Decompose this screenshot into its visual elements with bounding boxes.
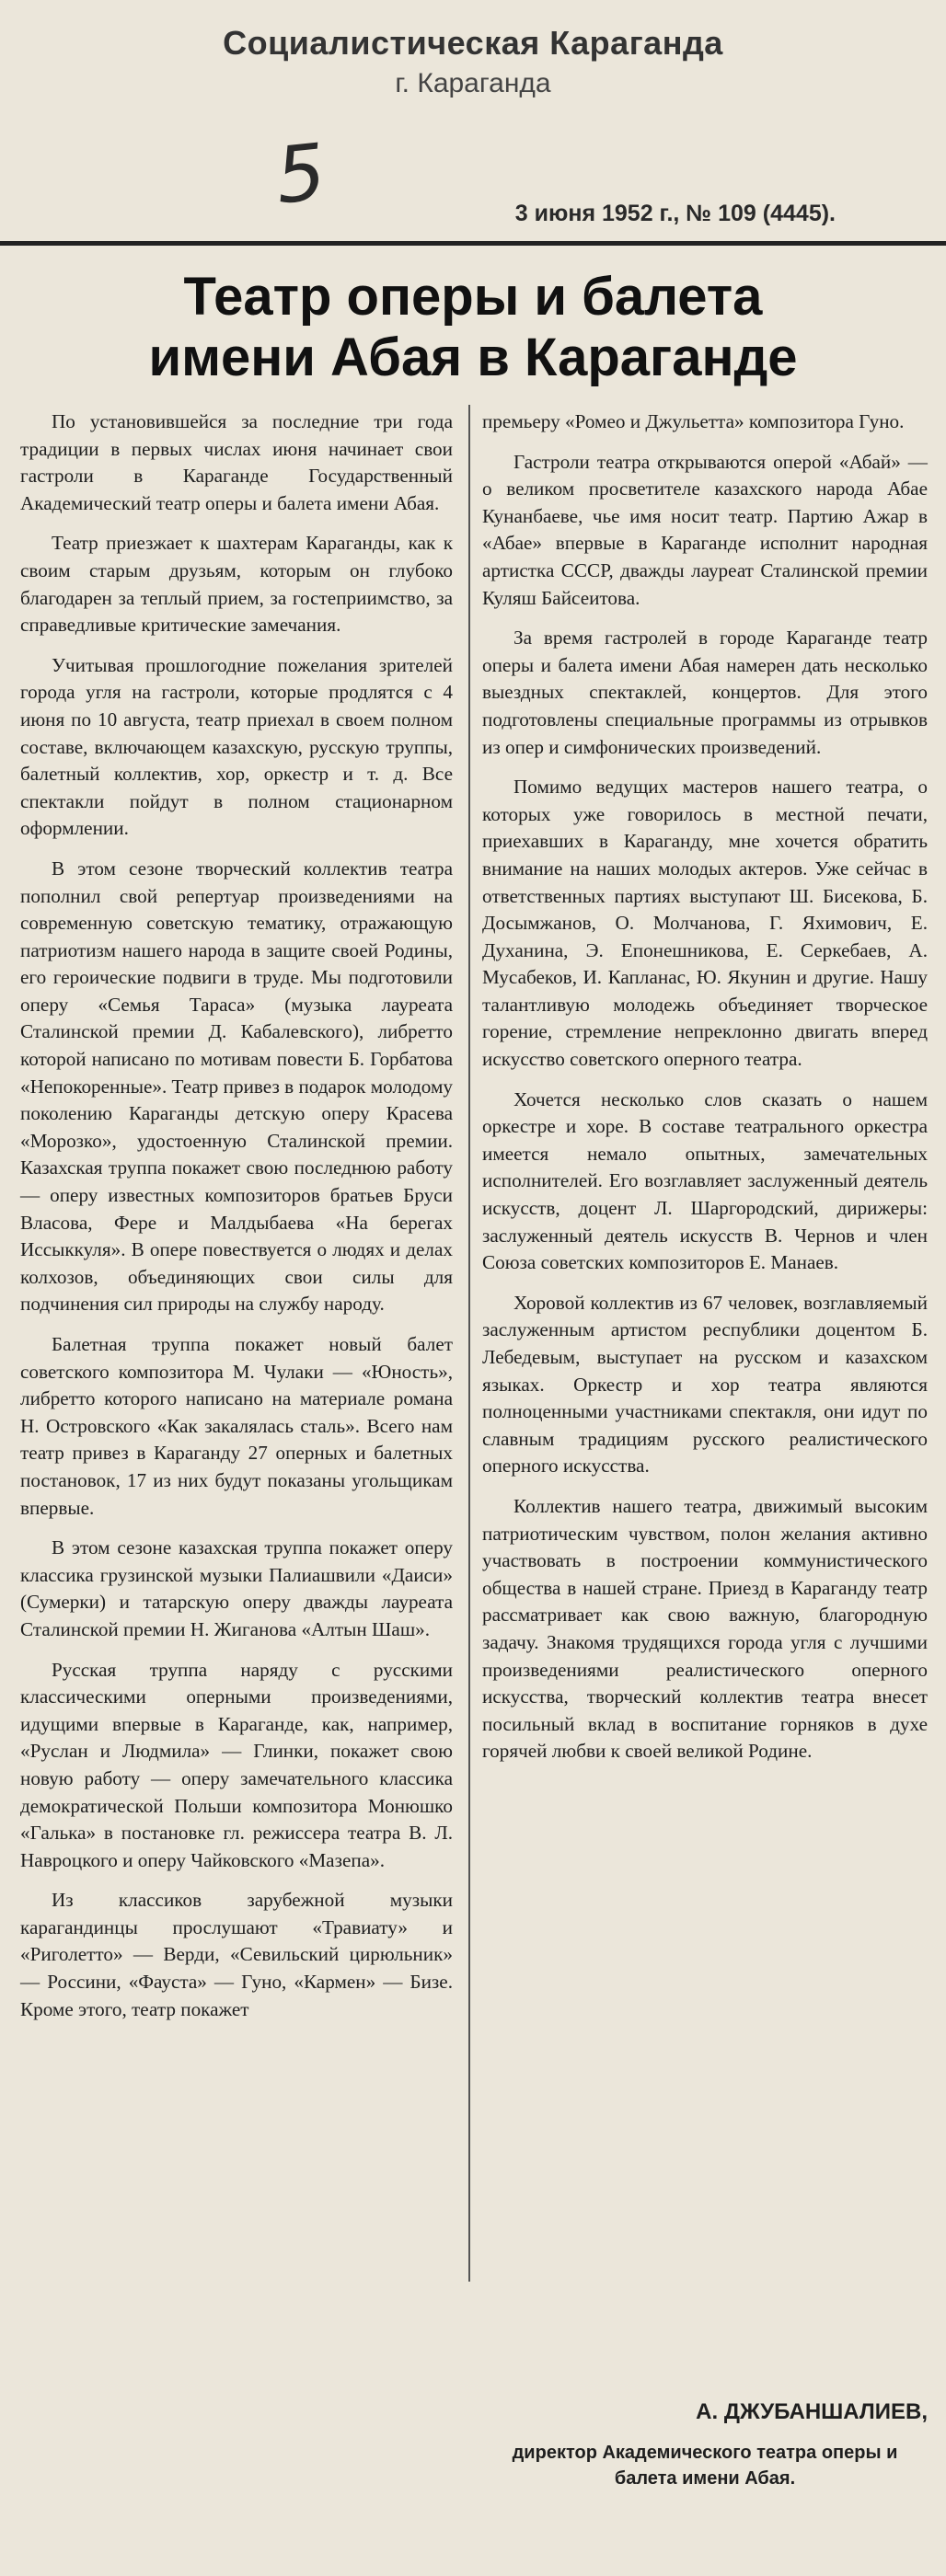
column-divider: [468, 405, 470, 2282]
masthead-rule: [0, 241, 946, 246]
article-paragraph: Хоровой коллектив из 67 человек, возглавляемый заслуженным артистом республики доцентом Б. Лебедевым, выступает на русском и казахском языках. Оркестр и хор театра являются полноценными участниками спектакля, они идут по славным традициям русского реалистического оперного искусства.: [482, 1291, 928, 1478]
article-paragraph: За время гастролей в городе Караганде театр оперы и балета имени Абая намерен дать несколько выездных спектаклей, концертов. Для этого подготовлены специальные программы из отрывков из опер и симфонических произведений.: [482, 627, 928, 758]
article-paragraph: По установившейся за последние три года традиции в первых числах июня начинает свои гастроли в Караганде Государственный Академический театр оперы и балета имени Абая.: [20, 410, 453, 514]
article-paragraph: Гастроли театра открываются оперой «Абай» — о великом просветителе казахского народа Абае Кунанбаеве, чье имя носит театр. Партию Ажар в «Абае» впервые в Караганде исполнит народная артистка СССР, дважды лауреат Сталинской премии Куляш Байсеитова.: [482, 450, 928, 609]
article-paragraph: В этом сезоне казахская труппа покажет оперу классика грузинской музыки Палиашвили «Даиси» (Сумерки) и татарскую оперу дважды лауреата Сталинской премии Н. Жиганова «Алтын Шаш».: [20, 1536, 453, 1640]
article-paragraph: Коллектив нашего театра, движимый высоким патриотическим чувством, полон желания активно участвовать в построении коммунистического общества в нашей стране. Приезд в Караганду театр рассматривает как свою важную, благородную задачу. Знакомя трудящихся города угля с лучшими произведениями реалистического оперного искусства, творческий коллектив театра внесет посильный вклад в воспитание горняков в духе горячей любви к своей великой Родине.: [482, 1494, 928, 1763]
headline-line-2: имени Абая в Караганде: [148, 328, 798, 387]
author-title: директор Академического театра оперы и балета имени Абая.: [512, 2443, 898, 2489]
article-author: А. ДЖУБАНШАЛИЕВ,: [696, 2399, 928, 2424]
article-column-right: [482, 408, 928, 1778]
article-paragraph: Русская труппа наряду с русскими классическими оперными произведениями, идущими впервые в Караганде, как, например, «Руслан и Людмила» — Глинки, покажет свою новую работу — оперу замечательного классика демократической Польши композитора Монюшко «Галька» в постановке гл. режиссера театра В. Л. Навроцкого и оперу Чайковского «Мазепа».: [20, 1658, 453, 1871]
article-paragraph: В этом сезоне творческий коллектив театра пополнил свой репертуар произведениями на современную советскую тематику, отражающую патриотизм нашего народа в защите своей Родины, его героические подвиги в труде. Мы подготовили оперу «Семья Тараса» (музыка лауреата Сталинской премии Д. Кабалевского), либретто которой написано по мотивам повести Б. Горбатова «Непокоренные». Театр привез в подарок молодому поколению Караганды детскую оперу Красева «Морозко», удостоенную Сталинской премии. Казахская труппа покажет свою последнюю работу — оперу известных композиторов братьев Бруси Власова, Фере и Малдыбаева «На берегах Иссыккуля». В опере повествуется о людях и делах колхозов, объединяющих свои силы для подчинения сил природы на службу народу.: [20, 857, 453, 1316]
issue-dateline: 3 июня 1952 г., № 109 (4445).: [514, 201, 836, 226]
handwritten-page-number: 5: [271, 126, 330, 222]
article-paragraph: Балетная труппа покажет новый балет советского композитора М. Чулаки — «Юность», либретто которого написано на материале романа Н. Островского «Как закалялась сталь». Всего нам театр привез в Караганду 27 оперных и балетных постановок, 17 из них будут показаны угольщикам впервые.: [20, 1333, 453, 1519]
article-paragraph: Учитывая прошлогодние пожелания зрителей города угля на гастроли, которые продлятся с 4 июня по 10 августа, театр приехал в своем полном составе, включающем казахскую, русскую труппы, балетный коллектив, хор, оркестр и т. д. Все спектакли пойдут в полном стационарном оформлении.: [20, 653, 453, 840]
headline-line-1: Театр оперы и балета: [183, 267, 763, 327]
masthead: [0, 24, 946, 99]
article-paragraph: премьеру «Ромео и Джульетта» композитора Гуно.: [482, 410, 905, 432]
article-column-left: [20, 408, 453, 2036]
article-paragraph: Помимо ведущих мастеров нашего театра, о которых уже говорилось в местной печати, приехавших в Караганду, мне хочется обратить внимание на наших молодых актеров. Уже сейчас в ответственных партиях выступают Ш. Бисекова, Б. Досымжанов, О. Молчанова, Г. Яхимович, Е. Духанина, Э. Епонешникова, Е. Серкебаев, А. Мусабеков, И. Капланас, Ю. Якунин и другие. Нашу талантливую молодежь объединяет творческое горение, стремление непреклонно двигать вперед искусство советского оперного театра.: [482, 776, 928, 1071]
article-paragraph: Театр приезжает к шахтерам Караганды, как к своим старым друзьям, которым он глубоко благодарен за теплый прием, за гостеприимство, за справедливые критические замечания.: [20, 532, 453, 637]
article-headline: [37, 267, 909, 388]
newspaper-name: Социалистическая Караганда: [223, 24, 723, 62]
newspaper-city: г. Караганда: [395, 68, 551, 98]
article-paragraph: Из классиков зарубежной музыки карагандинцы прослушают «Травиату» и «Риголетто» — Верди, «Севильский цирюльник» — Россини, «Фауста» — Гуно, «Кармен» — Бизе. Кроме этого, театр покажет: [20, 1889, 453, 2020]
article-paragraph: Хочется несколько слов сказать о нашем оркестре и хоре. В составе театрального оркестра имеется немало опытных, замечательных исполнителей. Его возглавляет заслуженный деятель искусств, доцент Л. Шаргородский, дирижеры: заслуженный деятель искусств В. Чернов и член Союза советских композиторов Е. Манаев.: [482, 1087, 928, 1274]
